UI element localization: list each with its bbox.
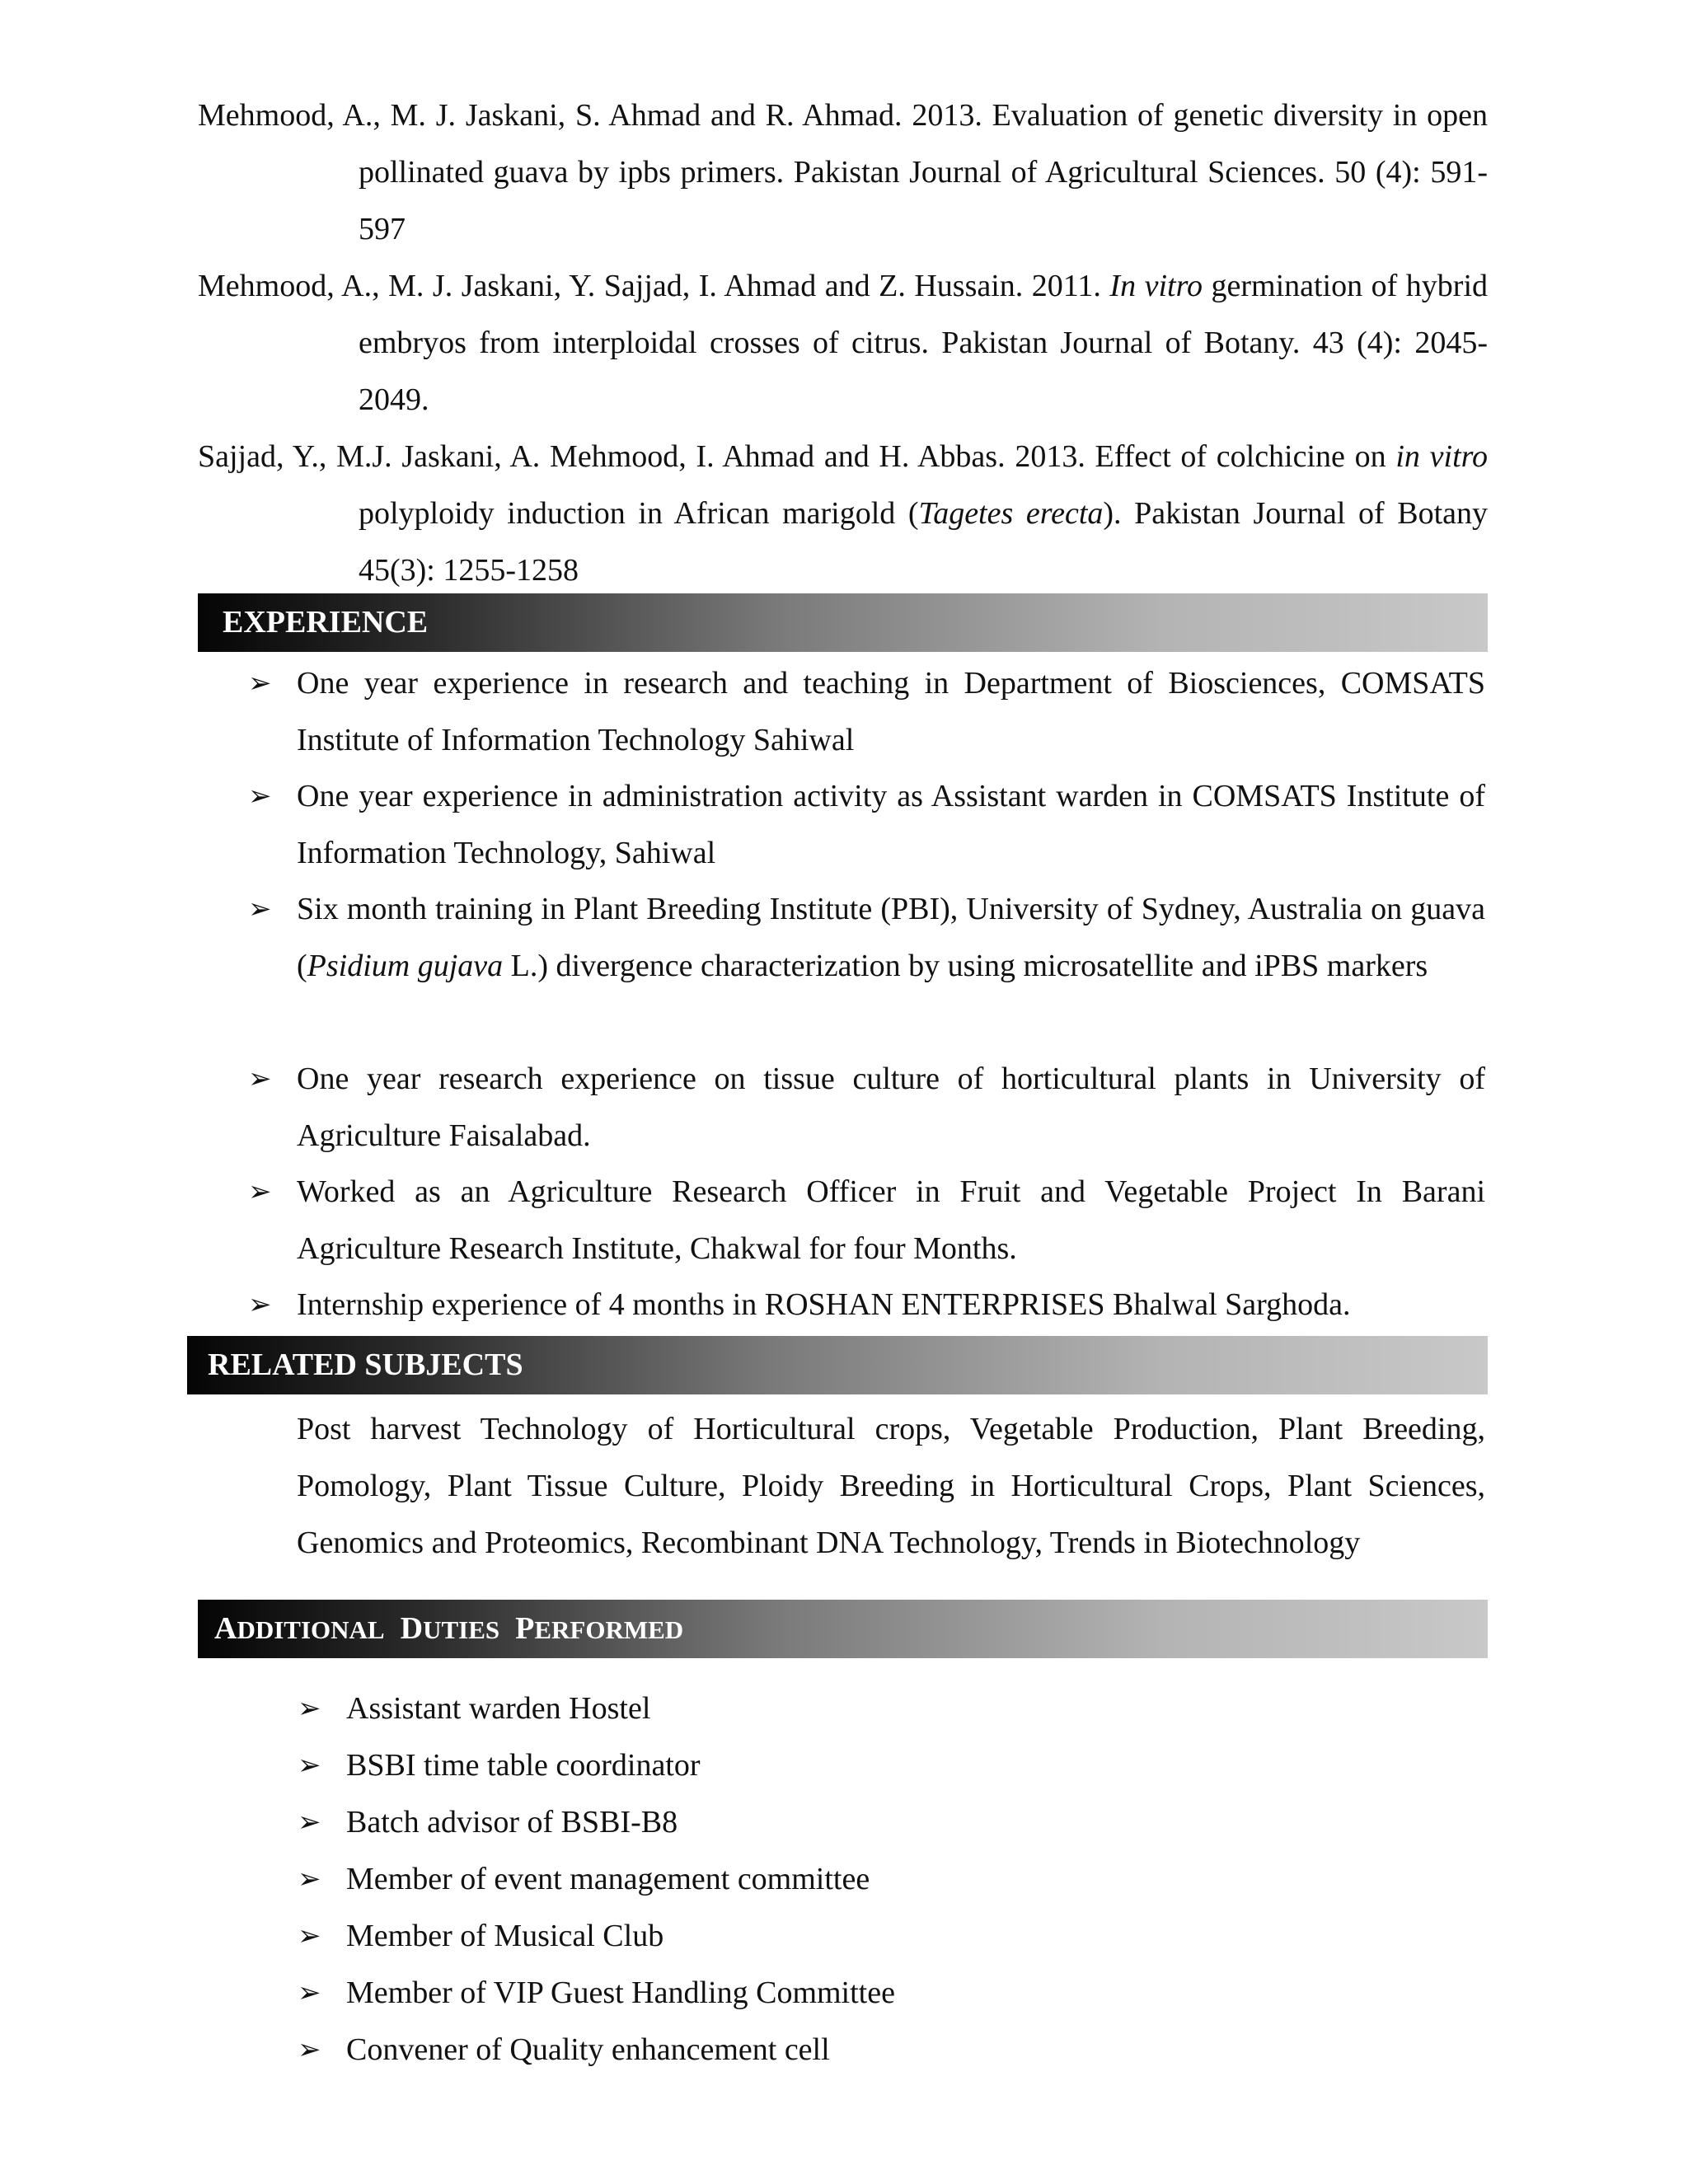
- related-subjects-list: Post harvest Technology of Horticultural crops, Vegetable Production, Plant Breeding, Pomology, Plant Tissue Culture, Ploidy Breeding in Horticultural Crops, Plant Sciences, Genomics and Proteomics, Recombinant DNA Technology, Trends in Biotechnology: [297, 1412, 1485, 1560]
- arrow-bullet-icon: ➢: [248, 893, 272, 926]
- experience-item-text: One year experience in administration activity as Assistant warden in COMSATS Institute of Information Technology, Sahiwal: [297, 779, 1485, 870]
- arrow-bullet-icon: ➢: [298, 1976, 321, 2009]
- experience-item: [248, 655, 1485, 769]
- related-subjects-heading: RELATED SUBJECTS: [208, 1347, 523, 1382]
- experience-item: [248, 768, 1485, 882]
- experience-item-text: Internship experience of 4 months in ROSHAN ENTERPRISES Bhalwal Sarghoda.: [297, 1287, 1351, 1322]
- duty-item-text: BSBI time table coordinator: [346, 1748, 701, 1783]
- experience-section-header: [198, 593, 1488, 652]
- experience-heading: EXPERIENCE: [223, 605, 429, 640]
- publication-text: polyploidy induction in African marigold (: [359, 496, 919, 531]
- experience-item-text: One year experience in research and teaching in Department of Biosciences, COMSATS Institute of Information Technology Sahiwal: [297, 666, 1485, 757]
- experience-item: [248, 881, 1485, 995]
- duty-item: [298, 1680, 1418, 1737]
- publication-italic-text: In vitro: [1109, 269, 1203, 303]
- heading-initial: D: [400, 1611, 424, 1646]
- heading-initial: A: [214, 1611, 237, 1646]
- related-subjects-section-header: [187, 1336, 1488, 1394]
- publication-entry: [198, 87, 1488, 258]
- heading-word-rest: ERFORMED: [534, 1615, 684, 1644]
- arrow-bullet-icon: ➢: [298, 1749, 321, 1782]
- heading-word-rest: UTIES: [423, 1615, 500, 1644]
- publication-text: Sajjad, Y., M.J. Jaskani, A. Mehmood, I. Ahmad and H. Abbas. 2013. Effect of colchicine on: [198, 439, 1396, 474]
- experience-item: [248, 1051, 1485, 1165]
- arrow-bullet-icon: ➢: [248, 780, 272, 813]
- duty-item-text: Batch advisor of BSBI-B8: [346, 1805, 678, 1840]
- experience-item-text: Six month training in Plant Breeding Institute (PBI), University of Sydney, Australia on guava (: [297, 892, 1485, 983]
- experience-item: [248, 1164, 1485, 1277]
- experience-item-text: Worked as an Agriculture Research Officer in Fruit and Vegetable Project In Barani Agriculture Research Institute, Chakwal for four Months.: [297, 1174, 1485, 1266]
- publication-italic-text: in vitro: [1395, 439, 1489, 474]
- duty-item-text: Member of VIP Guest Handling Committee: [346, 1975, 895, 2010]
- arrow-bullet-icon: ➢: [298, 1806, 321, 1839]
- publication-text: Mehmood, A., M. J. Jaskani, Y. Sajjad, I. Ahmad and Z. Hussain. 2011.: [198, 269, 1110, 303]
- duty-item: [298, 1965, 1418, 2022]
- arrow-bullet-icon: ➢: [298, 1919, 321, 1952]
- heading-word-rest: DDITIONAL: [237, 1615, 385, 1644]
- additional-duties-section-header: [198, 1600, 1488, 1658]
- experience-item: [248, 1277, 1485, 1333]
- arrow-bullet-icon: ➢: [298, 1692, 321, 1725]
- experience-item-italic-text: Psidium gujava: [307, 949, 504, 983]
- duty-item-text: Convener of Quality enhancement cell: [346, 2032, 830, 2067]
- duty-item-text: Member of event management committee: [346, 1862, 870, 1896]
- publication-text: germination of hybrid embryos from interploidal crosses of citrus. Pakistan Journal of Botany. 43 (4): 2045-2049.: [359, 269, 1489, 417]
- duty-item: [298, 2022, 1418, 2079]
- duty-item: [298, 1737, 1418, 1794]
- arrow-bullet-icon: ➢: [298, 1863, 321, 1896]
- publication-italic-text: Tagetes erecta: [918, 496, 1104, 531]
- experience-item-text: L.) divergence characterization by using microsatellite and iPBS markers: [503, 949, 1428, 983]
- arrow-bullet-icon: ➢: [248, 1288, 272, 1321]
- related-subjects-text: [297, 1401, 1485, 1572]
- duty-item: [298, 1794, 1418, 1851]
- arrow-bullet-icon: ➢: [298, 2033, 321, 2066]
- publication-text: ). Pakistan Journal of Botany 45(3): 1255-1258: [359, 496, 1489, 588]
- duty-item-text: Member of Musical Club: [346, 1919, 664, 1953]
- publication-text: Mehmood, A., M. J. Jaskani, S. Ahmad and R. Ahmad. 2013. Evaluation of genetic diversity in open pollinated guava by ipbs primers. Pakistan Journal of Agricultural Sciences. 50 (4): 591-597: [198, 98, 1488, 246]
- experience-item-text: One year research experience on tissue culture of horticultural plants in University of Agriculture Faisalabad.: [297, 1062, 1485, 1153]
- arrow-bullet-icon: ➢: [248, 1062, 272, 1095]
- duty-item: [298, 1851, 1418, 1908]
- heading-initial: P: [515, 1611, 535, 1646]
- arrow-bullet-icon: ➢: [248, 1175, 272, 1208]
- duty-item: [298, 1908, 1418, 1965]
- publication-entry: [198, 258, 1488, 429]
- duty-item-text: Assistant warden Hostel: [346, 1691, 651, 1726]
- publication-entry: [198, 429, 1488, 599]
- arrow-bullet-icon: ➢: [248, 667, 272, 700]
